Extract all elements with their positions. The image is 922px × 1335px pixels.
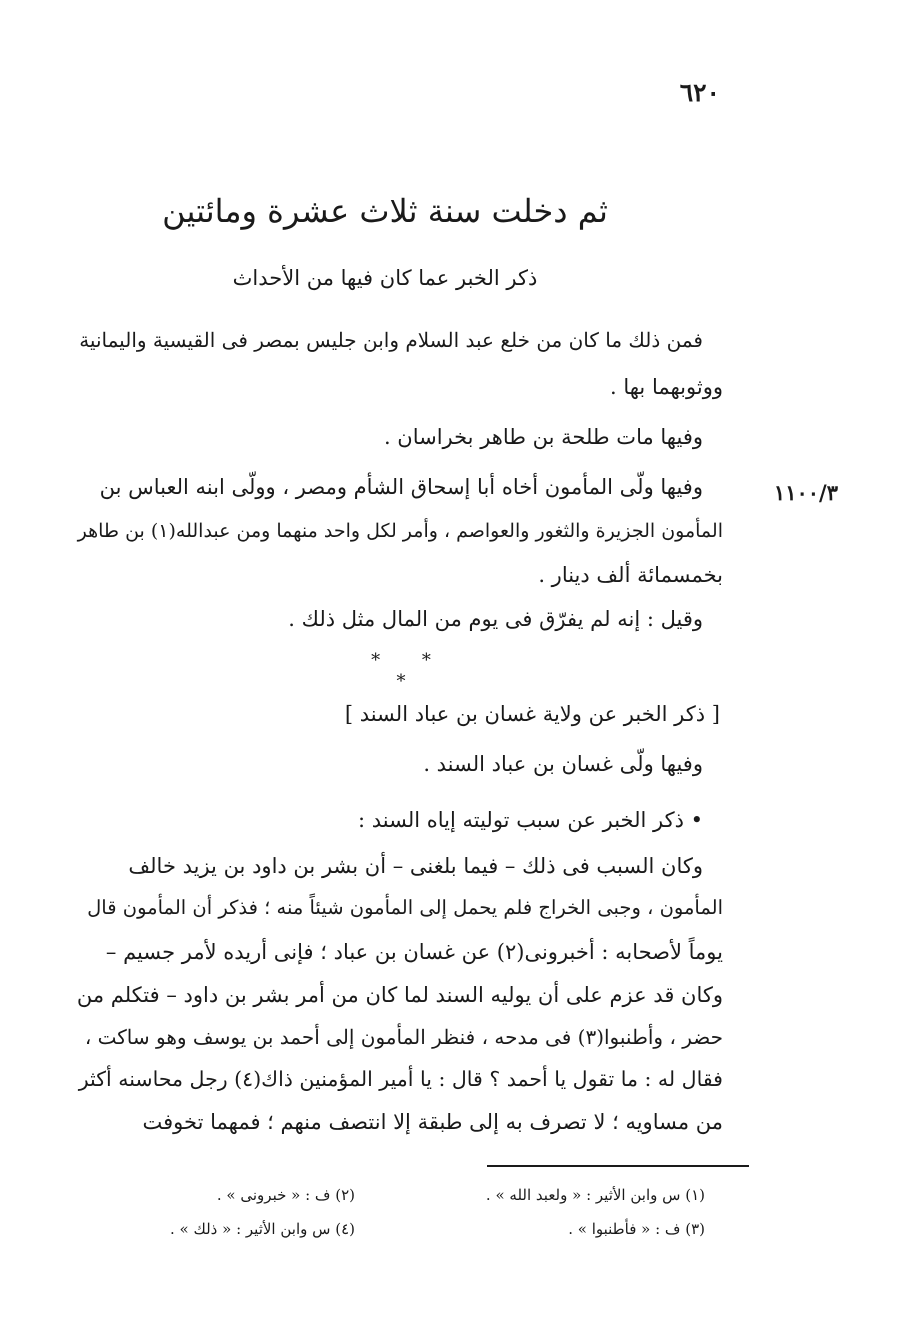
text-line: وفيها ولّى المأمون أخاه أبا إسحاق الشأم ومصر ، وولّى ابنه العباس بن bbox=[99, 475, 703, 499]
text-line: المأمون ، وجبى الخراج فلم يحمل إلى المأمون شيئاً منه ؛ فذكر أن المأمون قال bbox=[87, 896, 723, 919]
text-line: ووثوبهما بها . bbox=[610, 375, 723, 399]
footnote-divider bbox=[487, 1165, 749, 1167]
text-line: بخمسمائة ألف دينار . bbox=[538, 563, 723, 587]
footnote-4: (٤) س وابن الأثير : « ذلك » . bbox=[169, 1220, 355, 1238]
footnote-3: (٣) ف : « فأطنبوا » . bbox=[568, 1220, 705, 1238]
footnote-2: (٢) ف : « خبرونى » . bbox=[216, 1186, 355, 1204]
text-line: وفيها ولّى غسان بن عباد السند . bbox=[423, 752, 703, 776]
chapter-subtitle: ذكر الخبر عما كان فيها من الأحداث bbox=[232, 266, 538, 290]
page-number: ٦٢٠ bbox=[679, 78, 720, 107]
text-line: حضر ، وأطنبوا(٣) فى مدحه ، فنظر المأمون إلى أحمد بن يوسف وهو ساكت ، bbox=[84, 1025, 723, 1049]
text-line: وقيل : إنه لم يفرّق فى يوم من المال مثل ذلك . bbox=[288, 607, 703, 631]
text-line: وكان السبب فى ذلك – فيما بلغنى – أن بشر بن داود بن يزيد خالف bbox=[128, 854, 703, 878]
footnote-1: (١) س وابن الأثير : « ولعبد الله » . bbox=[485, 1186, 705, 1204]
text-line: فقال له : ما تقول يا أحمد ؟ قال : يا أمير المؤمنين ذاك(٤) رجل محاسنه أكثر bbox=[78, 1067, 723, 1091]
text-line: وفيها مات طلحة بن طاهر بخراسان . bbox=[383, 425, 703, 449]
text-line: فمن ذلك ما كان من خلع عبد السلام وابن جليس بمصر فى القيسية واليمانية bbox=[79, 328, 703, 352]
margin-reference: ١١٠٠/٣ bbox=[773, 480, 838, 505]
text-line: من مساويه ؛ لا تصرف به إلى طبقة إلا انتصف منهم ؛ فمهما تخوفت bbox=[142, 1110, 723, 1134]
chapter-title: ثم دخلت سنة ثلاث عشرة ومائتين bbox=[162, 192, 608, 230]
text-line: وكان قد عزم على أن يوليه السند لما كان من أمر بشر بن داود – فتكلم من bbox=[76, 983, 723, 1007]
section-separator: * * * bbox=[371, 650, 449, 692]
section-heading: [ ذكر الخبر عن ولاية غسان بن عباد السند ] bbox=[344, 702, 720, 726]
text-line: المأمون الجزيرة والثغور والعواصم ، وأمر لكل واحد منهما ومن عبدالله(١) بن طاهر bbox=[77, 520, 723, 542]
text-line: • ذكر الخبر عن سبب توليته إياه السند : bbox=[357, 808, 703, 832]
text-line: يوماً لأصحابه : أخبرونى(٢) عن غسان بن عباد ؛ فإنى أريده لأمر جسيم – bbox=[105, 940, 723, 964]
